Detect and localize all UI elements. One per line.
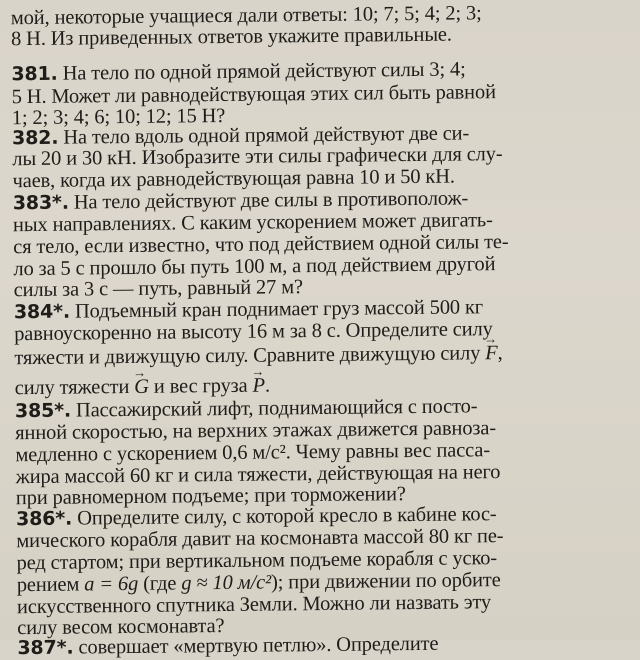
text-segment: тяжести и движущую силу. Сравните движущую силу <box>14 342 481 370</box>
comma: , <box>497 342 503 365</box>
text-segment: и вес груза <box>153 374 248 398</box>
formula-a: a = 6g <box>84 572 139 596</box>
period: . <box>264 374 270 397</box>
text-line: лы 20 и 30 кН. Изобразите эти силы графически для слу- <box>12 143 503 171</box>
text-line: На тело по одной прямой действуют силы 3; 4; <box>62 58 466 85</box>
text-line: медленно с ускорением 0,6 м/с². Чему равны вес пасса- <box>15 439 491 467</box>
problem-number: 382. <box>11 126 59 150</box>
text-line: силы за 3 с — путь, равный 27 м? <box>13 276 304 302</box>
text-line: ся тело, если известно, что под действием одной силы те- <box>13 231 509 259</box>
text-line: равноускоренно на высоту 16 м за 8 с. Определите силу <box>14 318 493 346</box>
text-segment: рением <box>16 573 80 597</box>
text-line: 1; 2; 3; 4; 6; 10; 12; 15 Н? <box>11 104 226 130</box>
text-line: чаев, когда их равнодействующая равна 10 и 50 кН. <box>12 165 455 193</box>
problem-number: 386*. <box>15 507 73 531</box>
text-line: Пассажирский лифт, поднимающийся с посто- <box>75 395 478 422</box>
text-line: Определите силу, с которой кресло в кабине кос- <box>77 503 497 530</box>
text-line: жира массой 60 кг и сила тяжести, действующая на него <box>15 461 501 489</box>
text-segment: (где <box>143 572 177 595</box>
text-line: при равномерном подъеме; при торможении? <box>15 483 406 510</box>
problem-number: 385*. <box>14 399 72 423</box>
text-line: ных направлениях. С каким ускорением может двигать- <box>12 209 493 237</box>
vector-P: → P <box>252 375 265 397</box>
text-line: янной скоростью, на верхних этажах движется равноза- <box>15 417 497 445</box>
vector-F: → F <box>485 342 498 364</box>
text-line: силу весом космонавта? <box>17 615 225 640</box>
text-line: Подъемный кран поднимает груз массой 500 кг <box>74 296 484 323</box>
vector-G: → G <box>134 376 149 398</box>
text-line: 5 Н. Может ли равнодействующая этих сил быть равной <box>11 81 496 109</box>
problem-number: 383*. <box>12 191 69 215</box>
text-segment: ); при движении по орбите <box>270 569 501 594</box>
text-line: совершает «мертвую петлю». Определите <box>78 632 439 659</box>
text-line: искусственного спутника Земли. Можно ли назвать эту <box>16 591 492 619</box>
problem-number: 387*. <box>17 636 74 660</box>
text-segment: силу тяжести <box>14 376 130 400</box>
text-line: На тело действуют две силы в противополож- <box>73 187 469 214</box>
problem-number: 384*. <box>13 300 71 324</box>
formula-g: g ≈ 10 м/с² <box>181 571 272 595</box>
text-line: мического корабля давит на космонавта массой 80 кг пе- <box>16 525 504 553</box>
text-line: ред стартом; при вертикальном подъеме корабля с уско- <box>16 547 498 575</box>
text-line: ло за 5 с прошло бы путь 100 м, а под действием другой <box>13 253 496 281</box>
text-line: На тело вдоль одной прямой действуют две си- <box>63 122 470 149</box>
text-line: мой, некоторые учащиеся дали ответы: 10; 7; 5; 4; 2; 3; <box>10 2 482 30</box>
text-line: 8 Н. Из приведенных ответов укажите правильные. <box>10 23 452 51</box>
problem-number: 381. <box>11 62 58 86</box>
